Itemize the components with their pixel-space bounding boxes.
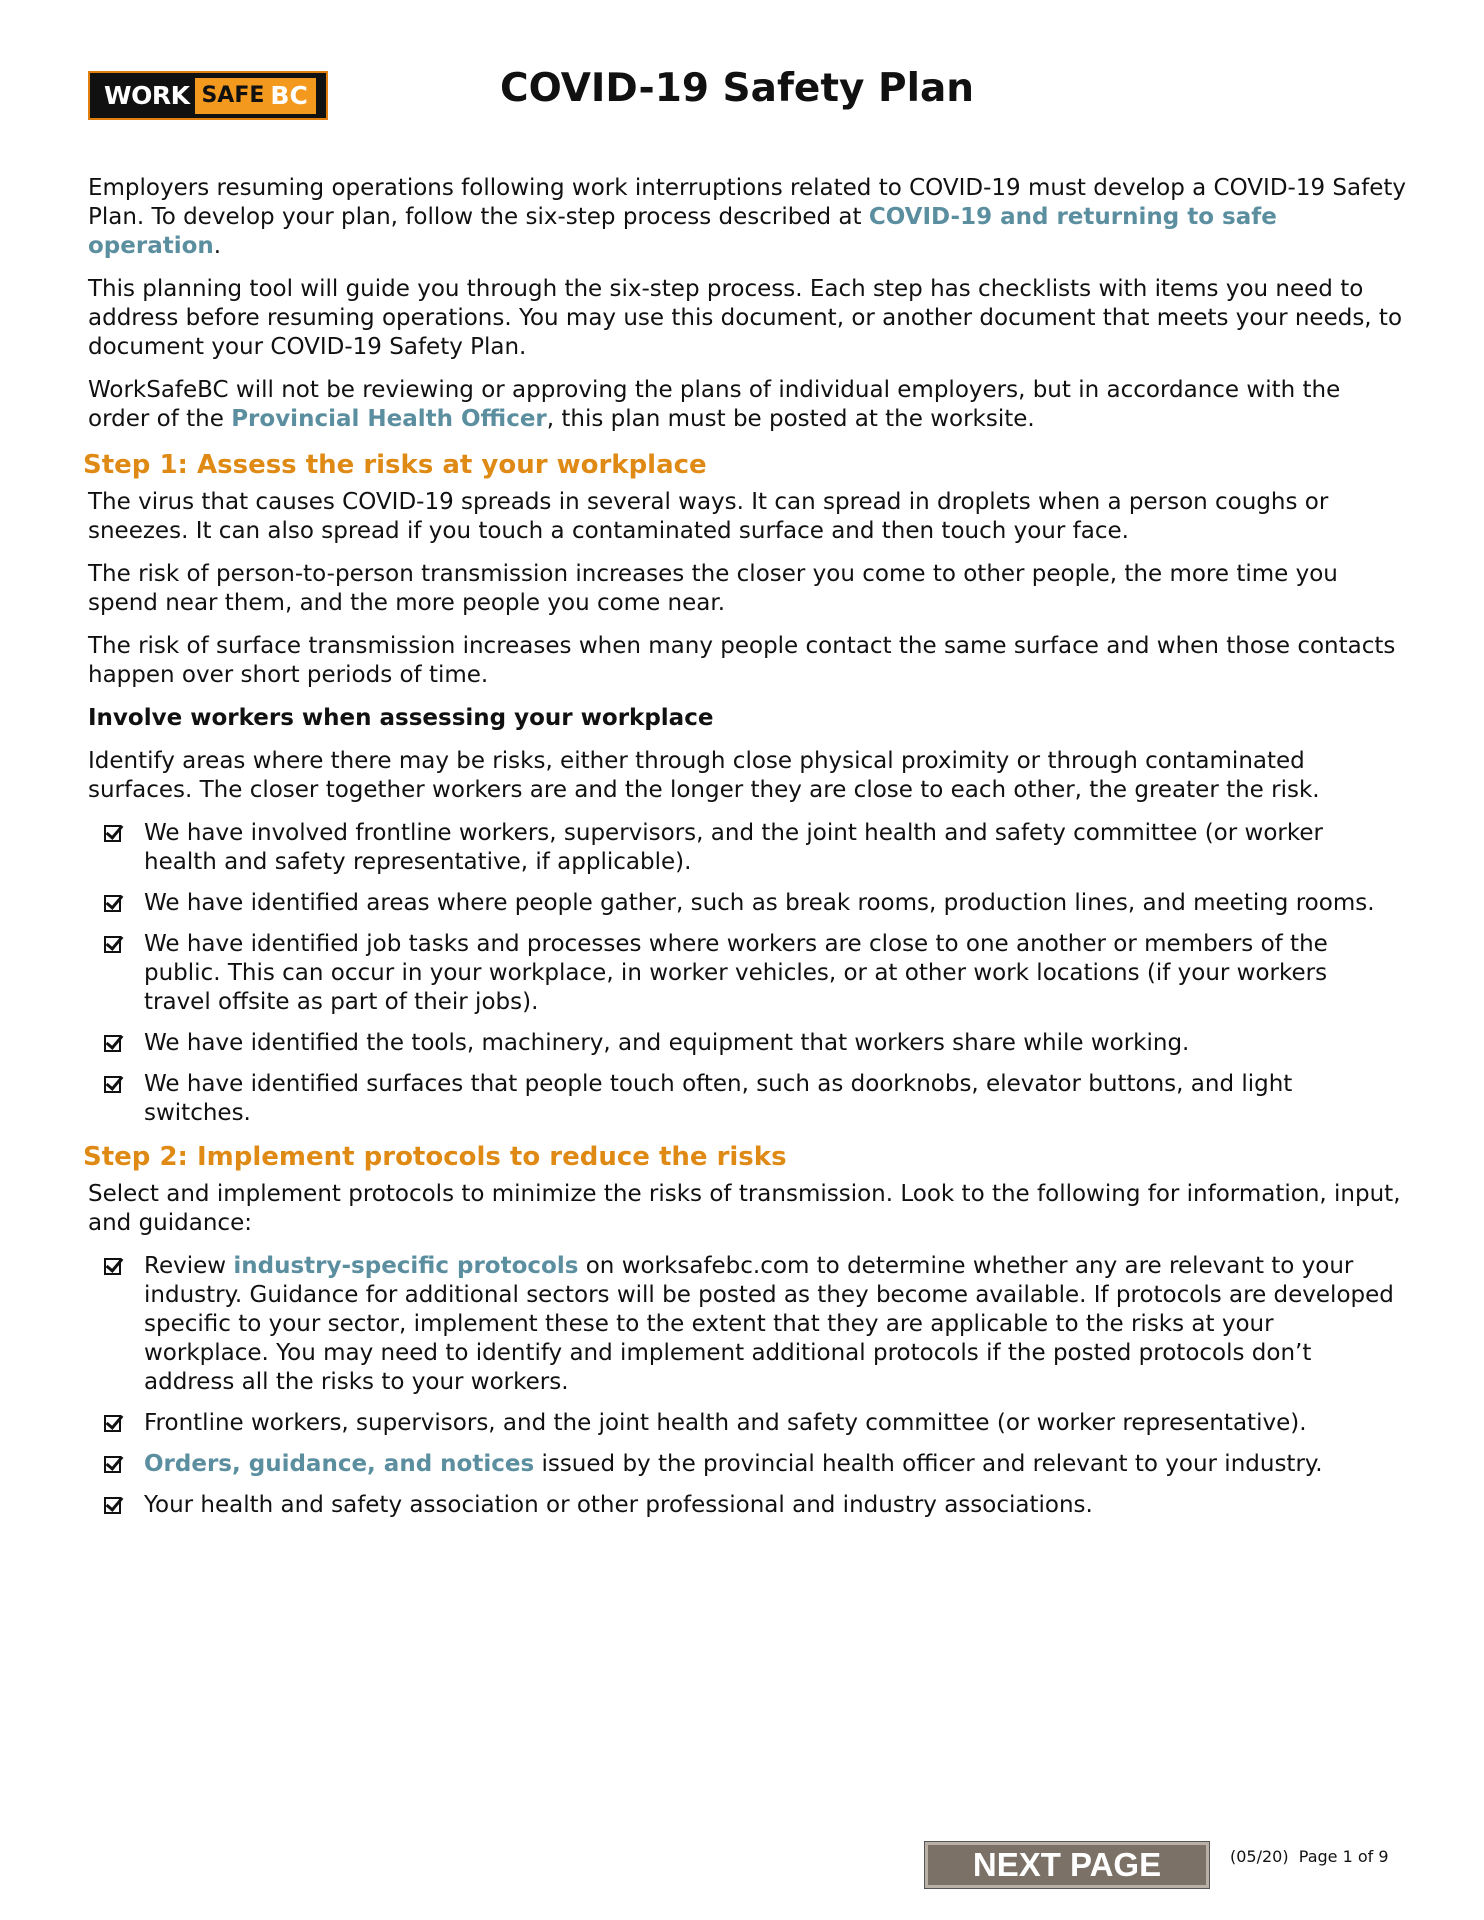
checklist-item-text: Frontline workers, supervisors, and the joint health and safety committee (or worker representative). xyxy=(144,1410,1307,1436)
checklist-item xyxy=(88,819,1408,877)
provincial-health-officer-link[interactable]: Provincial Health Officer xyxy=(231,406,547,432)
checklist-item xyxy=(88,889,1408,918)
step1-heading: Step 1: Assess the risks at your workplace xyxy=(83,450,707,480)
logo-safe-text: SAFE xyxy=(195,78,268,114)
main-content xyxy=(83,174,1408,1532)
logo-work-text: WORK xyxy=(104,81,190,110)
checklist-item xyxy=(88,1252,1408,1397)
intro-p1-text: Employers resuming operations following work interruptions related to COVID-19 must develop a COVID-19 Safety Plan. To develop your plan, follow the six-step process described at xyxy=(88,175,1406,230)
step1-paragraph-4: Identify areas where there may be risks, either through close physical proximity or through contaminated surfaces. The closer together workers are and the longer they are close to each other, the greater the risk. xyxy=(88,748,1320,803)
checked-checkbox-icon[interactable] xyxy=(104,936,121,953)
page-number: Page 1 of 9 xyxy=(1298,1847,1389,1866)
checked-checkbox-icon[interactable] xyxy=(104,1035,121,1052)
checklist-item-text: We have identified job tasks and processes where workers are close to one another or members of the public. This can occur in your workplace, in worker vehicles, or at other work locations (if your workers travel offsite as part of their jobs). xyxy=(144,931,1328,1015)
step1-paragraph-1: The virus that causes COVID-19 spreads in several ways. It can spread in droplets when a person coughs or sneezes. It can also spread if you touch a contaminated surface and then touch your face. xyxy=(88,489,1329,544)
step2-paragraph-1: Select and implement protocols to minimize the risks of transmission. Look to the following for information, input, and guidance: xyxy=(88,1181,1401,1236)
checklist-item-text: on worksafebc.com to determine whether any are relevant to your industry. Guidance for additional sectors will be posted as they become available. If protocols are developed specific to your sector, implement these to the extent that they are applicable to the risks at your workplace. You may need to identify and implement additional protocols if the posted protocols don’t address all the risks to your workers. xyxy=(144,1253,1394,1395)
logo-bc-text: BC xyxy=(268,78,315,114)
checked-checkbox-icon[interactable] xyxy=(104,1415,121,1432)
checklist-item-text: We have identified surfaces that people touch often, such as doorknobs, elevator buttons, and light switches. xyxy=(144,1071,1293,1126)
checklist-item xyxy=(88,1491,1408,1520)
intro-paragraph-1 xyxy=(88,174,1408,261)
checked-checkbox-icon[interactable] xyxy=(104,1076,121,1093)
step1-paragraph-3: The risk of surface transmission increases when many people contact the same surface and when those contacts happen over short periods of time. xyxy=(88,633,1396,688)
checklist-item-text: We have identified the tools, machinery, and equipment that workers share while working. xyxy=(144,1030,1190,1056)
page-footer xyxy=(1230,1847,1389,1866)
covid-safe-operation-link[interactable]: COVID-19 and returning to safe operation xyxy=(88,204,1277,259)
step1-subheading: Involve workers when assessing your workplace xyxy=(88,705,714,731)
checklist-item-text: We have involved frontline workers, supervisors, and the joint health and safety committee (or worker health and safety representative, if applicable). xyxy=(144,820,1323,875)
date-code: (05/20) xyxy=(1230,1847,1289,1866)
industry-specific-protocols-link[interactable]: industry-specific protocols xyxy=(233,1253,579,1279)
checked-checkbox-icon[interactable] xyxy=(104,1258,121,1275)
orders-guidance-notices-link[interactable]: Orders, guidance, and notices xyxy=(144,1451,535,1477)
checklist-item xyxy=(88,1409,1408,1438)
next-page-button[interactable]: NEXT PAGE xyxy=(925,1842,1209,1888)
checked-checkbox-icon[interactable] xyxy=(104,825,121,842)
checklist-item xyxy=(88,1070,1408,1128)
checklist-item xyxy=(88,930,1408,1017)
checklist-item xyxy=(88,1029,1408,1058)
checklist-item-text: issued by the provincial health officer and relevant to your industry. xyxy=(534,1451,1323,1477)
intro-paragraph-3 xyxy=(88,376,1408,434)
checked-checkbox-icon[interactable] xyxy=(104,1456,121,1473)
intro-p3-end: , this plan must be posted at the worksite. xyxy=(546,406,1035,432)
checklist-item-text: Review xyxy=(144,1253,234,1279)
checklist-item xyxy=(88,1450,1408,1479)
intro-p1-end: . xyxy=(213,233,222,259)
step1-checklist xyxy=(88,819,1408,1128)
intro-p3-text: WorkSafeBC will not be reviewing or approving the plans of individual employers, but in accordance with the order of the xyxy=(88,377,1341,432)
worksafebc-logo xyxy=(88,71,328,120)
checked-checkbox-icon[interactable] xyxy=(104,1497,121,1514)
checklist-item-text: We have identified areas where people gather, such as break rooms, production lines, and meeting rooms. xyxy=(144,890,1375,916)
page-title: COVID-19 Safety Plan xyxy=(500,66,975,111)
intro-paragraph-2: This planning tool will guide you through the six-step process. Each step has checklists with items you need to address before resuming operations. You may use this document, or another document that meets your needs, to document your COVID-19 Safety Plan. xyxy=(88,276,1403,360)
checklist-item-text: Your health and safety association or other professional and industry associations. xyxy=(144,1492,1093,1518)
step1-paragraph-2: The risk of person-to-person transmission increases the closer you come to other people, the more time you spend near them, and the more people you come near. xyxy=(88,561,1338,616)
step2-checklist xyxy=(88,1252,1408,1520)
checked-checkbox-icon[interactable] xyxy=(104,895,121,912)
step2-heading: Step 2: Implement protocols to reduce the risks xyxy=(83,1142,787,1172)
